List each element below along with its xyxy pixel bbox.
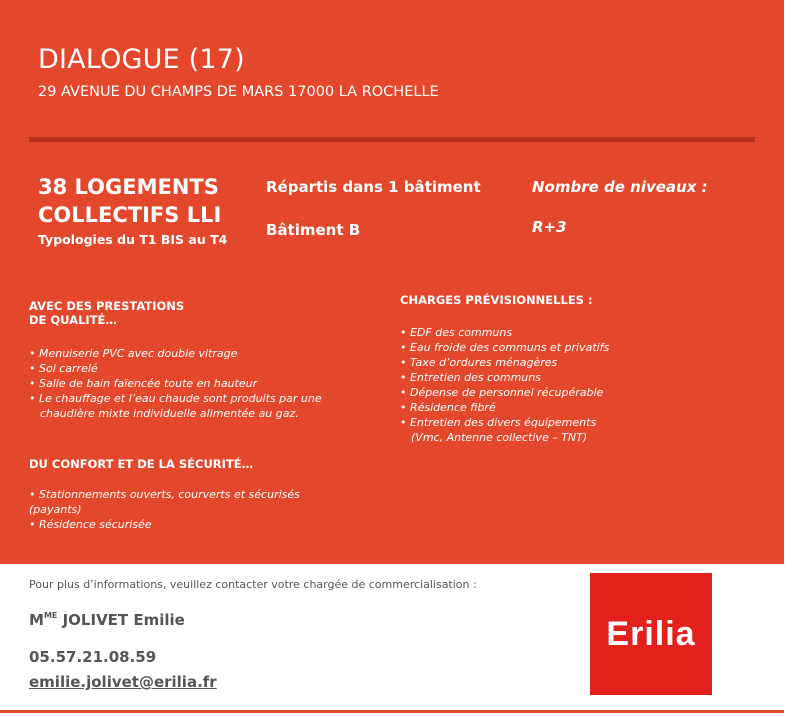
prestations-heading-line1: AVEC DES PRESTATIONS xyxy=(29,299,185,313)
housing-count: 38 LOGEMENTS COLLECTIFS LLI xyxy=(38,175,222,227)
building-name: Bâtiment B xyxy=(266,221,361,239)
prestations-list xyxy=(29,346,322,421)
list-item: • Eau froide des communs et privatifs xyxy=(400,341,610,354)
list-item: • Entretien des communs xyxy=(400,371,541,384)
buildings-count: Répartis dans 1 bâtiment xyxy=(266,178,481,196)
levels-label: Nombre de niveaux : xyxy=(532,178,708,196)
typologies-text: Typologies du T1 BIS au T4 xyxy=(38,232,228,247)
list-item: • Salle de bain faïencée toute en hauteur xyxy=(29,377,258,390)
levels-value: R+3 xyxy=(532,218,567,236)
list-item: • Entretien des divers équipements xyxy=(400,416,597,429)
residence-address: 29 AVENUE DU CHAMPS DE MARS 17000 LA ROCHELLE xyxy=(38,84,439,100)
list-item: chaudière mixte individuelle alimentée au gaz. xyxy=(40,407,299,420)
contact-person: JOLIVET Emilie xyxy=(57,611,185,629)
list-item: • Sol carrelé xyxy=(29,362,98,375)
charges-heading: CHARGES PRÉVISIONNELLES : xyxy=(400,293,593,307)
list-item: (payants) xyxy=(29,503,82,516)
prestations-heading-line2: DE QUALITÉ… xyxy=(29,313,117,327)
contact-phone: 05.57.21.08.59 xyxy=(29,648,157,666)
list-item: • Résidence fibré xyxy=(400,401,496,414)
prestations-heading xyxy=(29,299,184,327)
list-item: • EDF des communs xyxy=(400,326,513,339)
list-item: • Taxe d’ordures ménagères xyxy=(400,356,558,369)
residence-title: DIALOGUE (17) xyxy=(38,44,245,75)
list-item: • Stationnements ouverts, courverts et sécurisés xyxy=(29,488,300,501)
contact-title-sup: ME xyxy=(43,611,58,620)
confort-list xyxy=(29,487,300,532)
contact-email-link[interactable]: emilie.jolivet@erilia.fr xyxy=(29,673,217,691)
contact-title: M xyxy=(29,611,44,629)
list-item: (Vmc, Antenne collective – TNT) xyxy=(411,431,588,444)
list-item: • Résidence sécurisée xyxy=(29,518,152,531)
bottom-rule xyxy=(0,710,784,713)
page-gutter xyxy=(784,0,800,717)
list-item: • Dépense de personnel récupérable xyxy=(400,386,604,399)
confort-heading: DU CONFORT ET DE LA SÉCURITÉ… xyxy=(29,457,254,471)
header-divider xyxy=(29,137,755,142)
contact-intro: Pour plus d’informations, veuillez contacter votre chargée de commercialisation : xyxy=(29,578,477,591)
list-item: • Le chauffage et l’eau chaude sont produits par une xyxy=(29,392,322,405)
charges-list xyxy=(400,325,609,445)
erilia-logo: Erilia xyxy=(590,573,712,695)
list-item: • Menuiserie PVC avec double vitrage xyxy=(29,347,238,360)
contact-name xyxy=(29,611,185,629)
